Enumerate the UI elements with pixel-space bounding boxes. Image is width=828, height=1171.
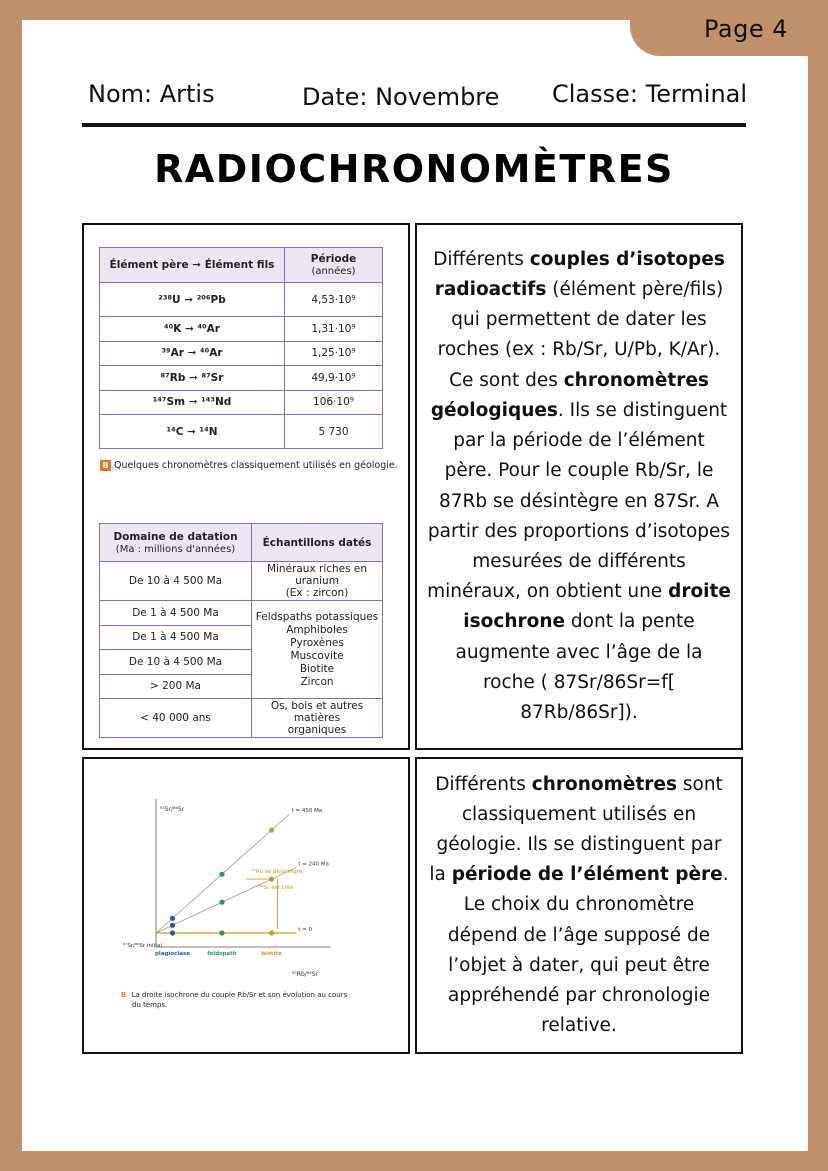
date-label: Date: Novembre	[302, 83, 500, 111]
data-point	[269, 930, 274, 935]
text-bold: couples d’isotopes radioactifs	[434, 248, 725, 301]
isochron-chart-panel	[82, 757, 410, 1054]
text-span: . Ils se distinguent par la période de l’élément père. Pour le couple Rb/Sr, le 87Rb se désintègre en 87Sr. A partir des proportions d’isotopes mesurées de différents minéraux, on obtient une	[427, 399, 731, 603]
x-axis-label: ⁸⁷Rb/⁸⁶Sr	[292, 971, 318, 978]
samples-line: (Ex : zircon)	[285, 587, 349, 599]
table-row	[100, 366, 383, 391]
table1-header-period-unit: (années)	[311, 266, 356, 277]
table2-header-domain-unit: (Ma : millions d'années)	[115, 543, 236, 555]
table-row	[100, 601, 383, 626]
table-cell-period: 1,31·10⁹	[285, 317, 383, 342]
isotope-couples-text-panel	[415, 223, 743, 750]
table-cell-domain: De 10 à 4 500 Ma	[100, 650, 252, 675]
table-row	[100, 283, 383, 317]
table-cell-domain: < 40 000 ans	[100, 699, 252, 738]
table-cell-period: 5 730	[285, 415, 383, 449]
text-bold: période de l’élément père	[451, 864, 723, 886]
tables-panel	[82, 223, 410, 750]
table-cell-pair: ¹⁴⁷Sm ➞ ¹⁴³Nd	[100, 390, 285, 415]
samples-line: Minéraux riches en uranium	[266, 563, 368, 587]
table-cell-pair: ⁴⁰K ➞ ⁴⁰Ar	[100, 317, 285, 342]
samples-line: organiques	[287, 724, 347, 736]
chart-caption-line1	[121, 991, 348, 999]
table-cell-pair: ²³⁸U ➞ ²⁰⁶Pb	[100, 283, 285, 317]
table-cell-pair: ⁸⁷Rb ➞ ⁸⁷Sr	[100, 366, 285, 391]
table-row	[100, 699, 383, 738]
series-label: t = 240 Ma	[298, 861, 329, 868]
table-row	[100, 341, 383, 366]
chart-caption-text: La droite isochrone du couple Rb/Sr et son évolution au cours	[131, 991, 348, 999]
student-name: Nom: Artis	[88, 80, 215, 108]
table-cell-domain: De 10 à 4 500 Ma	[100, 562, 252, 601]
text-span: Différents	[435, 773, 532, 795]
data-point	[219, 872, 224, 877]
samples-line: Muscovite	[290, 649, 344, 662]
table-cell-period: 106·10⁹	[285, 390, 383, 415]
text-span: dont la pente augmente avec l’âge de la roche ( 87Sr/86Sr=f[ 87Rb/86Sr]).	[455, 611, 703, 723]
caption-tag: B	[121, 991, 127, 999]
text-span: (élément père/fils) qui permettent de dater les roches (ex : Rb/Sr, U/Pb, K/Ar). Ce sont des	[437, 279, 724, 391]
data-point	[269, 828, 274, 833]
annotation-label: ⁸⁷Sr est créé	[259, 885, 294, 892]
table2-header-domain-label: Domaine de datation	[113, 530, 238, 543]
table2-header-samples: Échantillons datés	[252, 524, 383, 562]
y-intercept-label: ⁸⁷Sr/⁸⁶Sr initial	[123, 943, 163, 949]
series-label: t = 0	[298, 927, 313, 933]
data-point	[219, 900, 224, 905]
chart-caption-line2: du temps.	[132, 1001, 168, 1009]
table-row	[100, 390, 383, 415]
table1-header-pair: Élément père ➞ Élément fils	[100, 248, 285, 283]
class-label: Classe: Terminal	[552, 80, 748, 108]
isochron-line	[156, 868, 296, 933]
table2-header-domain	[100, 524, 252, 562]
samples-line: Pyroxènes	[290, 636, 344, 649]
table-row	[100, 415, 383, 449]
table-cell-period: 49,9·10⁹	[285, 366, 383, 391]
data-point	[269, 877, 274, 882]
chronometers-table	[99, 247, 383, 449]
data-point	[170, 916, 175, 921]
table1-caption	[100, 460, 398, 471]
table1-header-period-label: Période	[310, 253, 357, 265]
samples-line: Zircon	[300, 675, 334, 688]
text-span: . Le choix du chronomètre dépend de l’âge supposé de l’objet à dater, qui peut être appréhendé par chronologie relative.	[447, 864, 729, 1037]
table-cell-samples	[252, 562, 383, 601]
table-cell-domain: De 1 à 4 500 Ma	[100, 625, 252, 650]
text-span: sont classiquement utilisés en géologie. Ils se distinguent par la	[429, 773, 723, 886]
isotope-couples-paragraph	[427, 245, 731, 728]
text-bold: droite isochrone	[463, 581, 731, 633]
table-row	[100, 317, 383, 342]
table1-caption-text: Quelques chronomètres classiquement utilisés en géologie.	[114, 460, 398, 471]
mineral-label: biotite	[261, 951, 282, 957]
mineral-label: feldspath	[207, 951, 237, 957]
chronometers-text-panel	[415, 757, 743, 1054]
data-point	[170, 930, 175, 935]
dating-domain-table	[99, 523, 383, 738]
data-point	[219, 930, 224, 935]
text-span: Différents	[433, 248, 530, 270]
caption-tag: B	[100, 460, 111, 471]
table-cell-samples-merged	[252, 601, 383, 699]
samples-line: Feldspaths potassiques	[255, 610, 379, 623]
table-cell-samples	[252, 699, 383, 738]
table-cell-pair: ¹⁴C ➞ ¹⁴N	[100, 415, 285, 449]
samples-line: Biotite	[299, 662, 335, 675]
samples-line: Os, bois et autres matières	[270, 700, 364, 724]
text-bold: chronomètres géologiques	[430, 369, 709, 421]
annotation-label: ⁸⁷Rb se désintègre	[251, 869, 303, 876]
isochron-chart	[84, 759, 408, 1052]
mineral-label: plagioclase	[155, 951, 190, 957]
series-label: t = 450 Ma	[291, 808, 323, 814]
table-row	[100, 562, 383, 601]
y-axis-label: ⁸⁷Sr/⁸⁶Sr	[160, 806, 185, 813]
table-cell-domain: De 1 à 4 500 Ma	[100, 601, 252, 626]
table-cell-period: 1,25·10⁹	[285, 341, 383, 366]
table-cell-pair: ³⁹Ar ➞ ⁴⁰Ar	[100, 341, 285, 366]
table-cell-domain: > 200 Ma	[100, 674, 252, 699]
samples-line: Amphiboles	[286, 623, 348, 636]
page-number: Page 4	[704, 15, 788, 43]
text-bold: chronomètres	[531, 773, 677, 795]
data-point	[170, 923, 175, 928]
table1-header-period	[285, 248, 383, 283]
chronometers-paragraph	[427, 770, 731, 1042]
page-title: RADIOCHRONOMÈTRES	[154, 147, 674, 191]
header-divider	[82, 123, 746, 127]
table-cell-period: 4,53·10⁹	[285, 283, 383, 317]
